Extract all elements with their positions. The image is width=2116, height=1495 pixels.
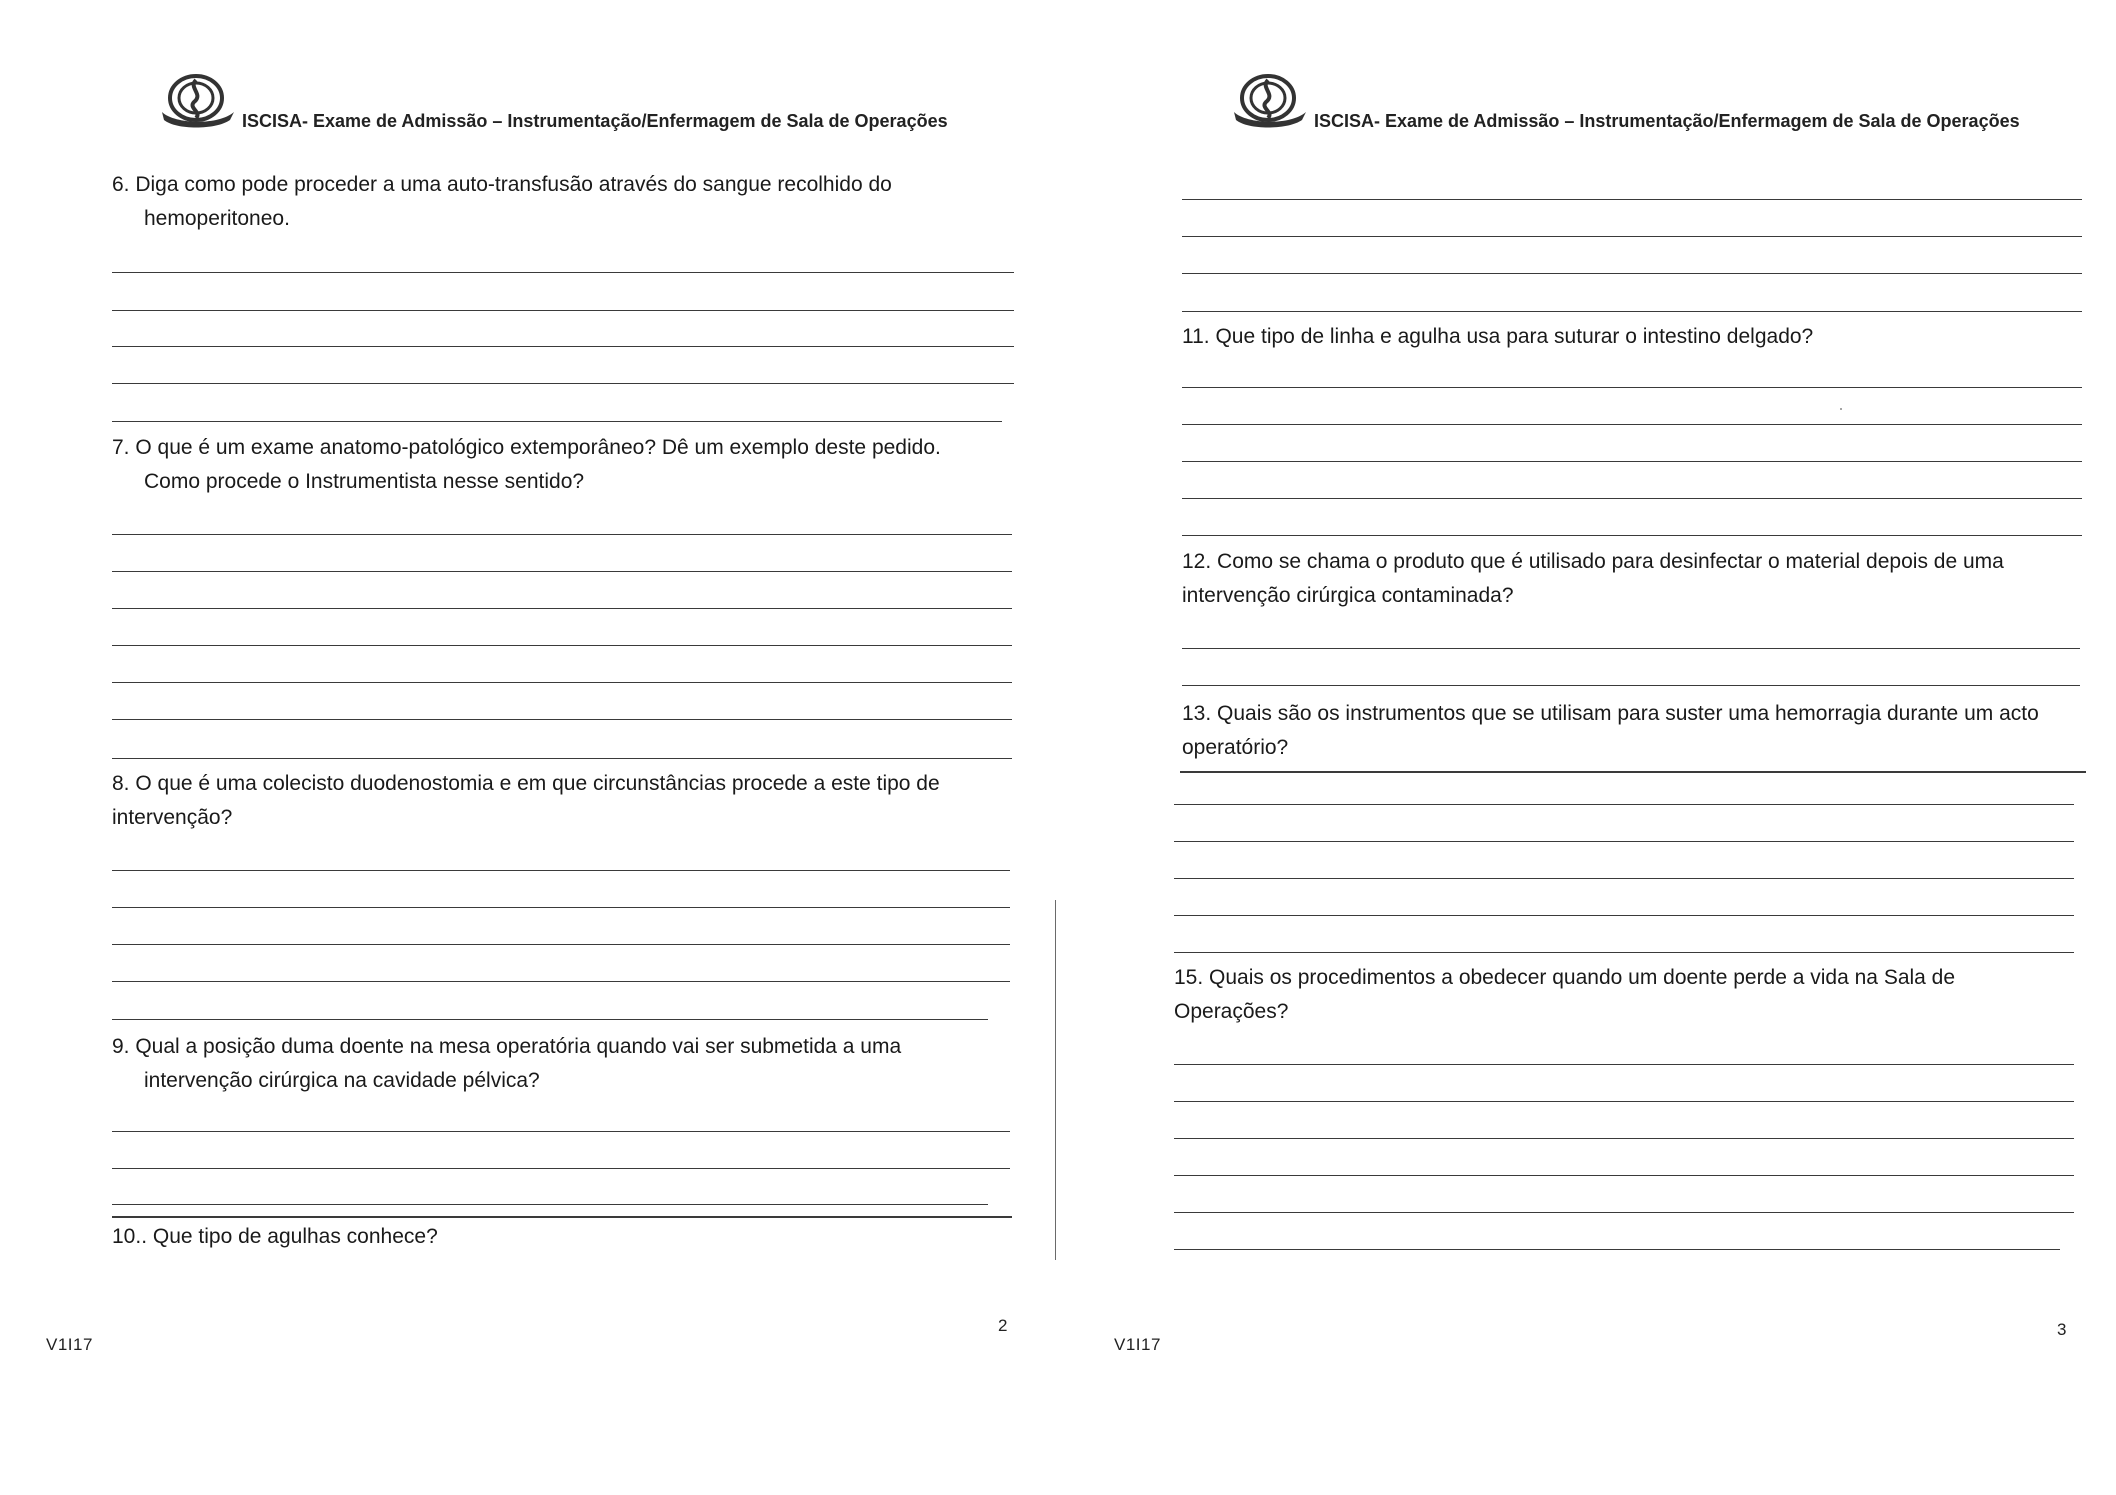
question-10 xyxy=(112,1220,438,1254)
answer-line[interactable] xyxy=(112,645,1012,646)
answer-line[interactable] xyxy=(1174,1212,2074,1213)
question-6 xyxy=(112,168,892,236)
question-line: 15. Quais os procedimentos a obedecer quando um doente perde a vida na Sala de xyxy=(1174,966,1956,989)
question-line: intervenção cirúrgica contaminada? xyxy=(1182,584,1514,607)
answer-line[interactable] xyxy=(1174,952,2074,953)
answer-line[interactable] xyxy=(1174,1101,2074,1102)
answer-line[interactable] xyxy=(112,1168,1010,1169)
page-fold-divider xyxy=(1055,900,1056,1260)
question-13 xyxy=(1182,697,2039,765)
answer-line[interactable] xyxy=(1182,199,2082,200)
answer-line[interactable] xyxy=(112,383,1014,384)
answer-line[interactable] xyxy=(112,907,1010,908)
answer-line[interactable] xyxy=(1182,535,2082,536)
answer-line[interactable] xyxy=(1182,236,2082,237)
answer-line[interactable] xyxy=(112,944,1010,945)
answer-line[interactable] xyxy=(112,758,1012,759)
answer-line[interactable] xyxy=(112,346,1014,347)
answer-line[interactable] xyxy=(112,682,1012,683)
answer-line[interactable] xyxy=(1182,424,2082,425)
answer-line[interactable] xyxy=(1180,771,2086,773)
answer-line[interactable] xyxy=(1174,1138,2074,1139)
question-line: Operações? xyxy=(1174,1000,1289,1023)
answer-line[interactable] xyxy=(1182,498,2082,499)
question-8 xyxy=(112,767,940,835)
answer-line[interactable] xyxy=(1182,273,2082,274)
question-line: intervenção cirúrgica na cavidade pélvica? xyxy=(144,1069,540,1092)
answer-line[interactable] xyxy=(1174,1064,2074,1065)
answer-line[interactable] xyxy=(1182,387,2082,388)
answer-line[interactable] xyxy=(1174,1249,2060,1250)
question-line: 13. Quais são os instrumentos que se utilisam para suster uma hemorragia durante um acto xyxy=(1182,702,2039,725)
answer-line[interactable] xyxy=(1174,915,2074,916)
question-line: hemoperitoneo. xyxy=(144,207,290,230)
answer-line[interactable] xyxy=(112,534,1012,535)
answer-line[interactable] xyxy=(1174,878,2074,879)
answer-line[interactable] xyxy=(1174,841,2074,842)
answer-line[interactable] xyxy=(112,719,1012,720)
header-title: ISCISA- Exame de Admissão – Instrumentação/Enfermagem de Sala de Operações xyxy=(242,111,948,131)
answer-line[interactable] xyxy=(1182,311,2082,312)
answer-line[interactable] xyxy=(112,571,1012,572)
answer-line[interactable] xyxy=(112,1216,1012,1218)
question-line: 8. O que é uma colecisto duodenostomia e em que circunstâncias procede a este tipo de xyxy=(112,772,940,795)
answer-line[interactable] xyxy=(112,981,1010,982)
question-line: 7. O que é um exame anatomo-patológico extemporâneo? Dê um exemplo deste pedido. xyxy=(112,436,941,459)
page-3 xyxy=(1058,0,2116,1495)
answer-line[interactable] xyxy=(1182,648,2080,649)
question-line: 11. Que tipo de linha e agulha usa para suturar o intestino delgado? xyxy=(1182,325,1814,348)
answer-line[interactable] xyxy=(112,1019,988,1020)
version-code: V1I17 xyxy=(46,1335,93,1354)
answer-line[interactable] xyxy=(112,421,1002,422)
answer-line[interactable] xyxy=(112,1204,988,1205)
page-number: 3 xyxy=(2057,1320,2067,1339)
question-9 xyxy=(112,1030,901,1098)
question-line: 9. Qual a posição duma doente na mesa operatória quando vai ser submetida a uma xyxy=(112,1035,902,1058)
version-code: V1I17 xyxy=(1114,1335,1161,1354)
question-line: 10.. Que tipo de agulhas conhece? xyxy=(112,1225,438,1248)
answer-line[interactable] xyxy=(1174,804,2074,805)
question-line: Como procede o Instrumentista nesse sentido? xyxy=(144,470,585,493)
answer-line[interactable] xyxy=(1174,1175,2074,1176)
header-title: ISCISA- Exame de Admissão – Instrumentação/Enfermagem de Sala de Operações xyxy=(1314,111,2020,131)
question-line: 6. Diga como pode proceder a uma auto-transfusão através do sangue recolhido do xyxy=(112,173,892,196)
answer-line[interactable] xyxy=(1182,461,2082,462)
page-header xyxy=(1230,68,2020,134)
question-line: operatório? xyxy=(1182,736,1289,759)
question-line: intervenção? xyxy=(112,806,233,829)
answer-line[interactable] xyxy=(112,272,1014,273)
answer-line[interactable] xyxy=(112,608,1012,609)
question-7 xyxy=(112,431,941,499)
question-11 xyxy=(1182,320,1813,354)
answer-line[interactable] xyxy=(112,310,1014,311)
question-12 xyxy=(1182,545,2004,613)
page-header xyxy=(158,68,948,134)
page-number: 2 xyxy=(998,1316,1008,1335)
question-15 xyxy=(1174,961,2082,1029)
question-line: 12. Como se chama o produto que é utilisado para desinfectar o material depois de uma xyxy=(1182,550,2004,573)
answer-line[interactable] xyxy=(112,870,1010,871)
iscisa-logo-icon xyxy=(1230,68,1308,134)
answer-line[interactable] xyxy=(1182,685,2080,686)
iscisa-logo-icon xyxy=(158,68,236,134)
answer-line[interactable] xyxy=(112,1131,1010,1132)
